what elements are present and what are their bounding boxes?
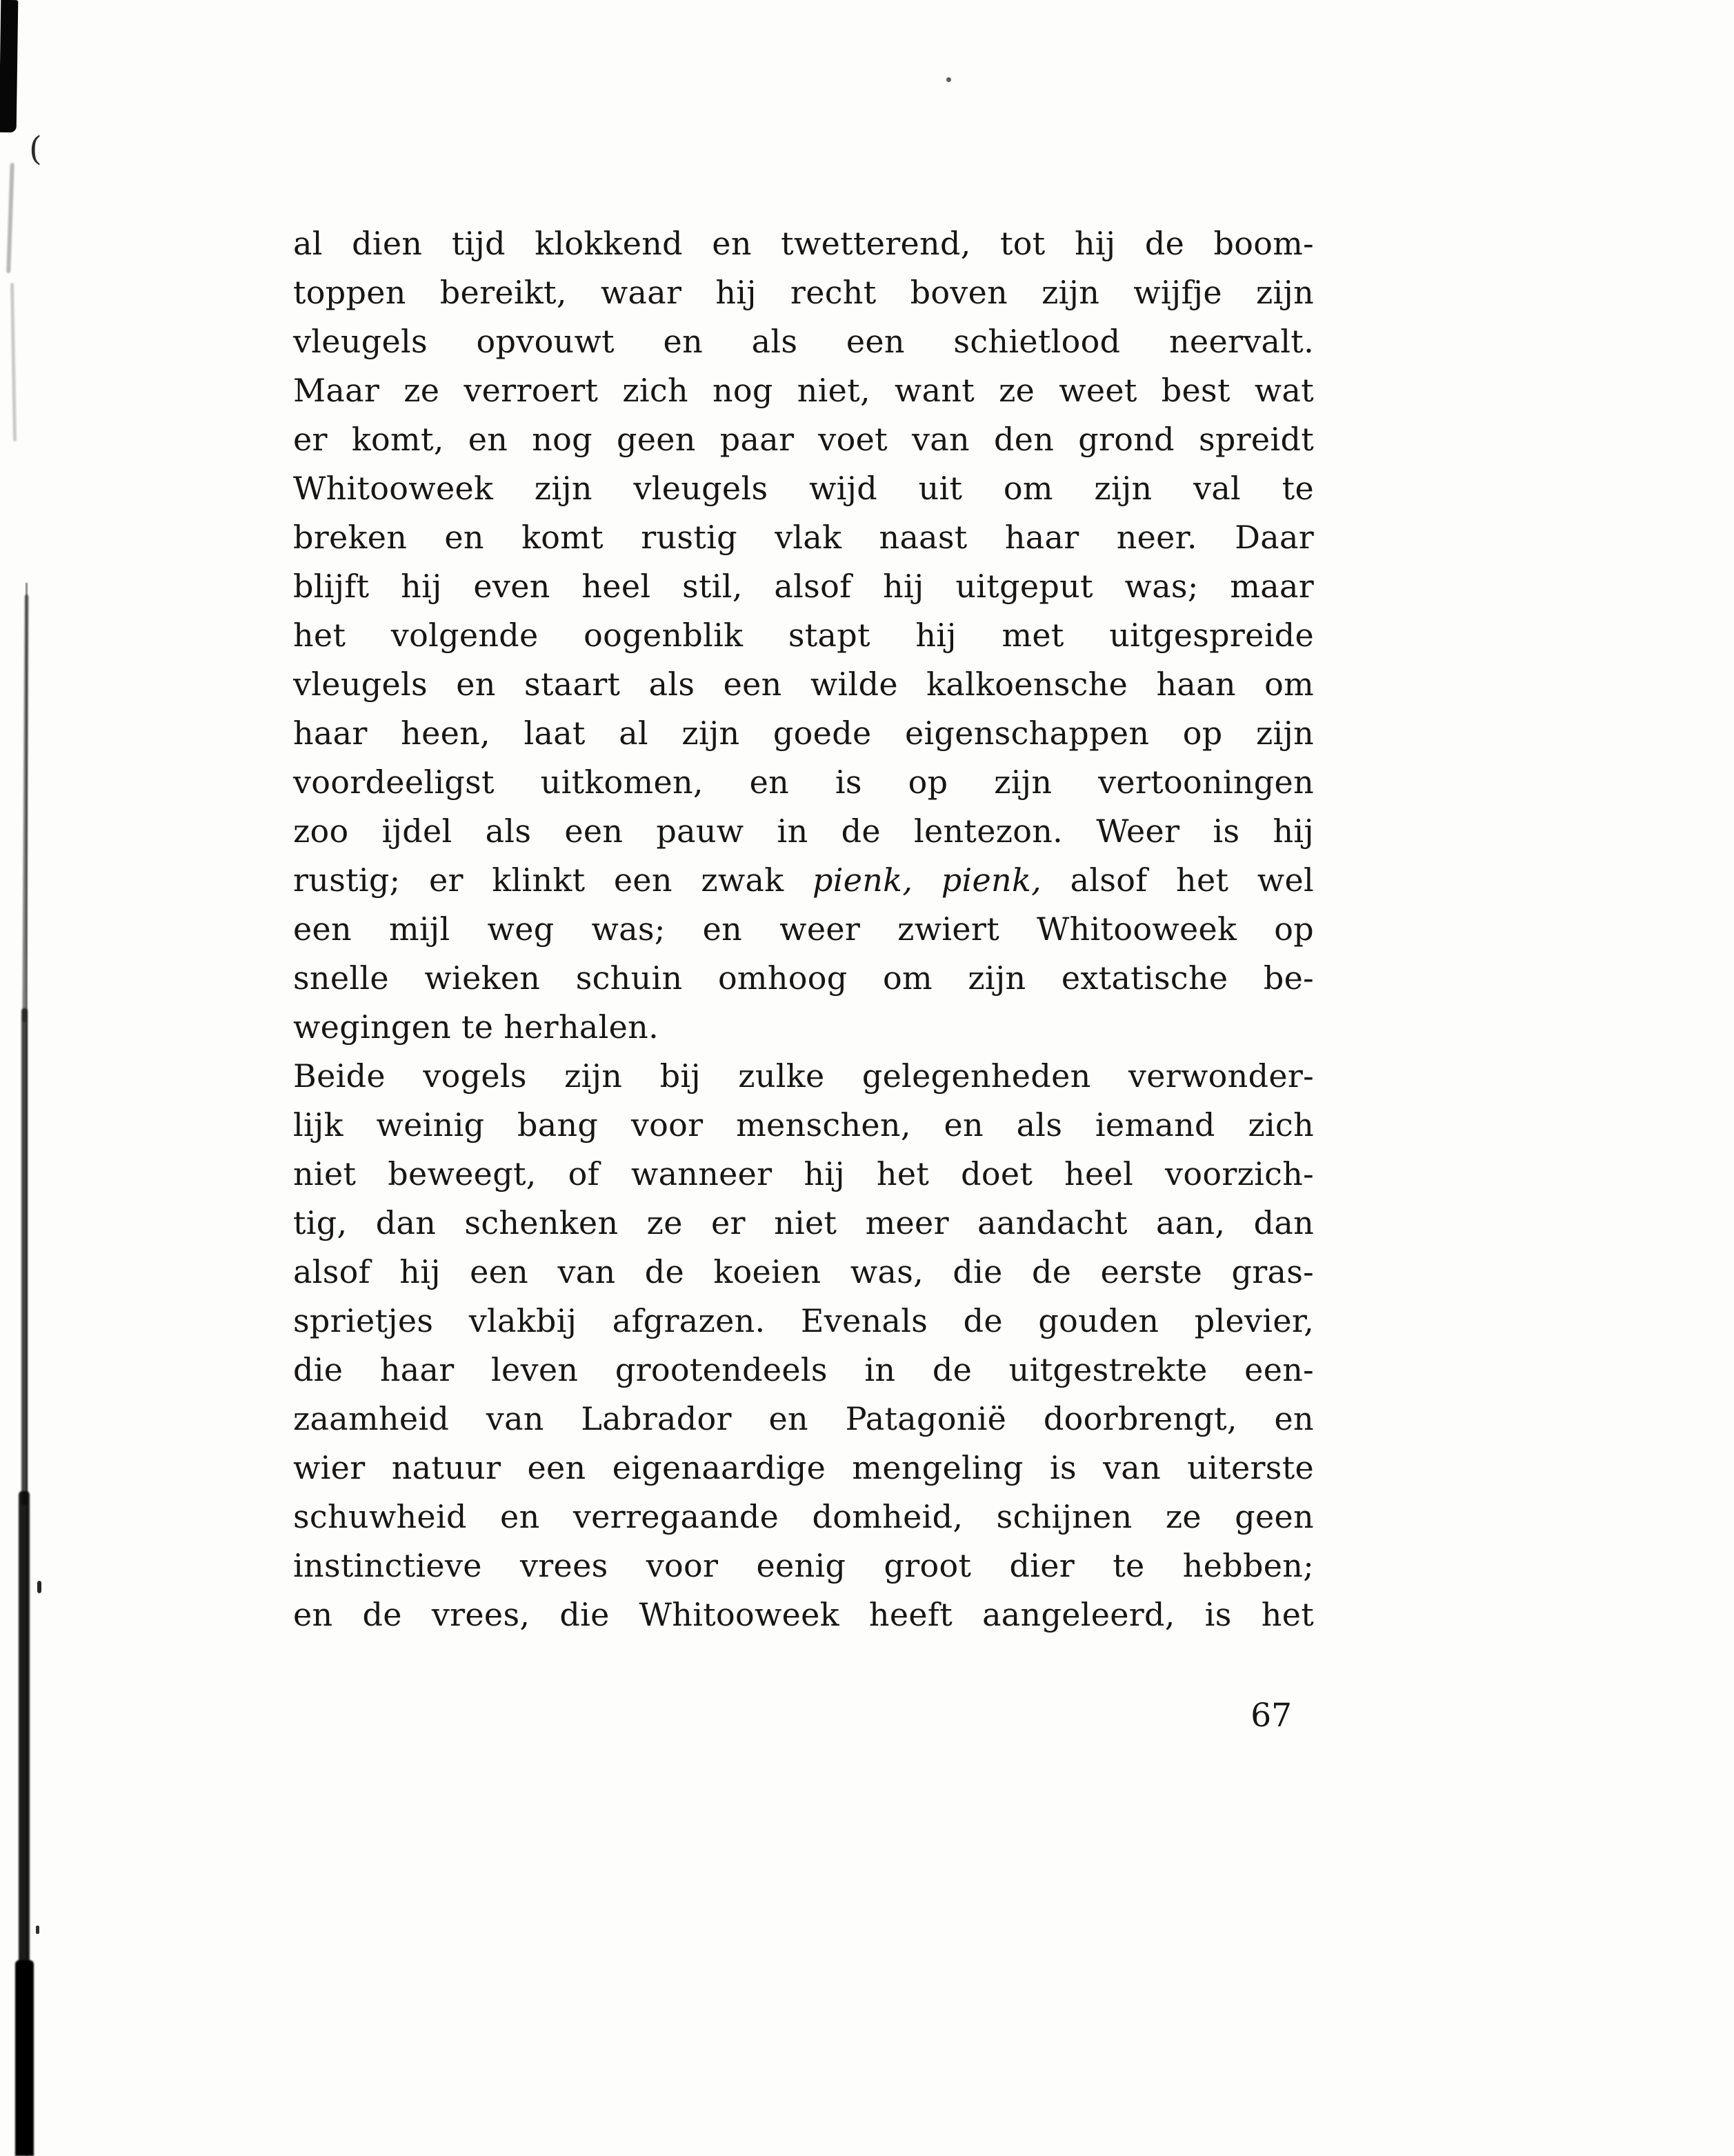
- text-line: [293, 1052, 1314, 1101]
- paragraph: [293, 1052, 1314, 1639]
- text-segment: Whitooweek zijn vleugels wijd uit om zijn val te: [293, 470, 1314, 507]
- text-segment: vleugels en staart als een wilde kalkoensche haan om: [293, 666, 1314, 703]
- text-line: [293, 268, 1314, 317]
- text-segment: al dien tijd klokkend en twetterend, tot hij de boom-: [293, 225, 1314, 262]
- text-segment: alsof het wel: [1042, 861, 1314, 899]
- text-segment: toppen bereikt, waar hij recht boven zijn wijfje zijn: [293, 274, 1314, 311]
- text-segment: niet beweegt, of wanneer hij het doet heel voorzich-: [293, 1155, 1314, 1192]
- text-segment: Beide vogels zijn bij zulke gelegenheden verwonder-: [293, 1057, 1314, 1095]
- paragraph: [293, 219, 1314, 1052]
- text-segment: lijk weinig bang voor menschen, en als iemand zich: [293, 1106, 1314, 1144]
- text-segment: zoo ijdel als een pauw in de lentezon. Weer is hij: [293, 812, 1314, 850]
- text-segment: zaamheid van Labrador en Patagonië doorbrengt, en: [293, 1400, 1314, 1437]
- text-line: [293, 611, 1314, 660]
- text-segment: snelle wieken schuin omhoog om zijn extatische be-: [293, 959, 1314, 997]
- binding-corner-mark: [0, 0, 18, 132]
- text-line: [293, 1493, 1314, 1541]
- text-line: [293, 1101, 1314, 1150]
- text-segment: wier natuur een eigenaardige mengeling is van uiterste: [293, 1449, 1314, 1486]
- text-line: [293, 1297, 1314, 1346]
- text-segment: wegingen te herhalen.: [293, 1008, 659, 1046]
- text-line: [293, 1199, 1314, 1248]
- text-segment: tig, dan schenken ze er niet meer aandacht aan, dan: [293, 1204, 1314, 1241]
- text-line: [293, 219, 1314, 268]
- text-line: [293, 415, 1314, 464]
- text-segment: blijft hij even heel stil, alsof hij uitgeput was; maar: [293, 568, 1314, 605]
- text-segment: die haar leven grootendeels in de uitgestrekte een-: [293, 1351, 1314, 1388]
- text-line: [293, 1444, 1314, 1493]
- text-line: [293, 366, 1314, 415]
- text-segment: breken en komt rustig vlak naast haar neer. Daar: [293, 519, 1314, 556]
- text-segment: en de vrees, die Whitooweek heeft aangeleerd, is het: [293, 1596, 1314, 1633]
- text-line: [293, 513, 1314, 562]
- text-line: [293, 758, 1314, 807]
- text-line: [293, 317, 1314, 366]
- binding-shadow-segment: [21, 1008, 28, 1505]
- text-line: [293, 856, 1314, 905]
- text-line: [293, 562, 1314, 611]
- text-line: [293, 1248, 1314, 1297]
- scan-streak: [10, 283, 17, 441]
- binding-shadow-segment: [15, 1960, 34, 2156]
- binding-shadow-segment: [22, 595, 28, 1022]
- text-line: [293, 660, 1314, 709]
- text-segment: rustig; er klinkt een zwak: [293, 861, 813, 899]
- scan-streak: [6, 163, 14, 273]
- text-segment: een mijl weg was; en weer zwiert Whitooweek op: [293, 910, 1314, 948]
- stray-ink-mark: (: [29, 130, 42, 168]
- text-segment: schuwheid en verregaande domheid, schijnen ze geen: [293, 1498, 1314, 1535]
- text-line: [293, 1541, 1314, 1590]
- text-line: [293, 905, 1314, 954]
- ink-speck: [37, 1581, 41, 1593]
- text-line: [293, 1346, 1314, 1395]
- ink-speck: [36, 1926, 39, 1934]
- text-line: [293, 1590, 1314, 1639]
- text-segment: voordeeligst uitkomen, en is op zijn vertooningen: [293, 763, 1314, 801]
- ink-dot: [946, 77, 951, 82]
- text-line: [293, 1395, 1314, 1444]
- page-number: 67: [1250, 1697, 1292, 1735]
- text-segment: haar heen, laat al zijn goede eigenschappen op zijn: [293, 715, 1314, 752]
- text-segment: vleugels opvouwt en als een schietlood neervalt.: [293, 323, 1314, 360]
- text-line: [293, 1003, 1314, 1052]
- text-segment: het volgende oogenblik stapt hij met uitgespreide: [293, 617, 1314, 654]
- text-block: [293, 219, 1314, 1639]
- italic-text-segment: pienk, pienk,: [812, 861, 1042, 899]
- text-segment: er komt, en nog geen paar voet van den grond spreidt: [293, 421, 1314, 458]
- text-line: [293, 464, 1314, 513]
- text-line: [293, 954, 1314, 1003]
- text-segment: sprietjes vlakbij afgrazen. Evenals de gouden plevier,: [293, 1302, 1314, 1339]
- text-segment: instinctieve vrees voor eenig groot dier te hebben;: [293, 1547, 1314, 1584]
- text-line: [293, 1150, 1314, 1199]
- text-line: [293, 807, 1314, 856]
- binding-shadow-line: [26, 583, 28, 2156]
- text-segment: Maar ze verroert zich nog niet, want ze weet best wat: [293, 372, 1314, 409]
- binding-shadow-segment: [19, 1491, 30, 1974]
- text-line: [293, 709, 1314, 758]
- text-segment: alsof hij een van de koeien was, die de eerste gras-: [293, 1253, 1314, 1290]
